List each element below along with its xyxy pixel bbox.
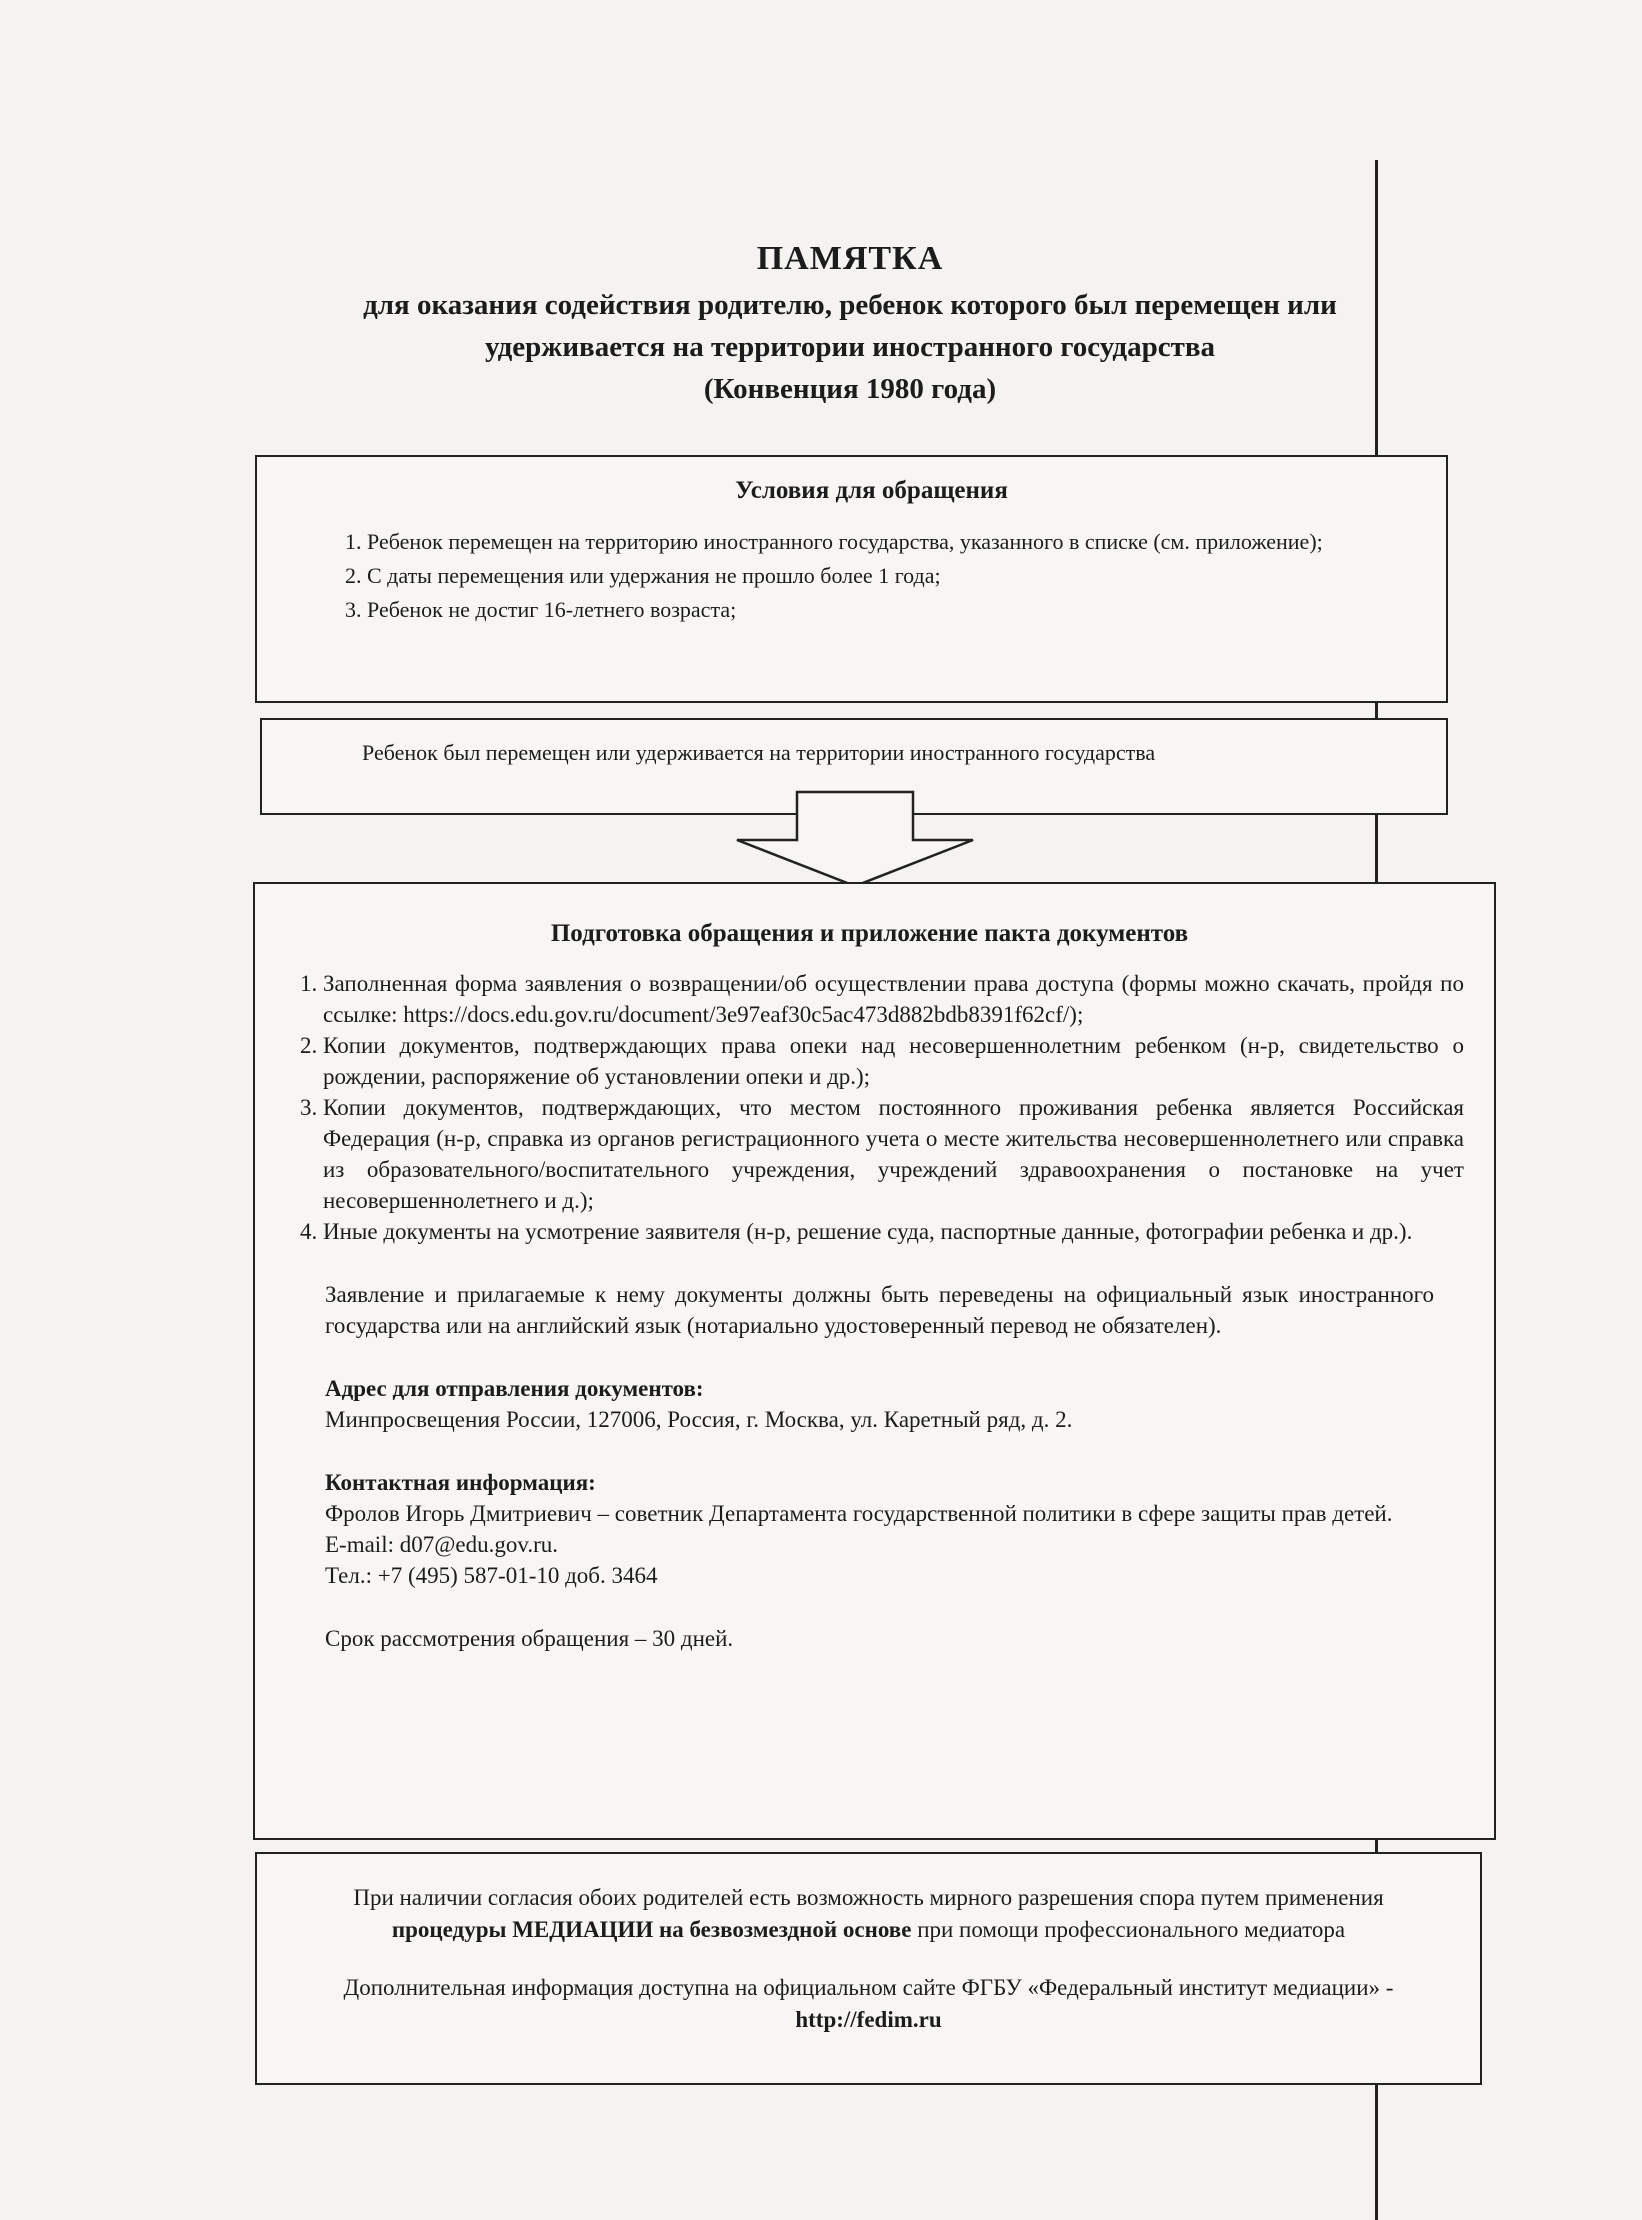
list-item: 2. С даты перемещения или удержания не прошло более 1 года; bbox=[367, 559, 1416, 593]
address-label: Адрес для отправления документов: bbox=[325, 1376, 704, 1401]
fedim-link[interactable]: http://fedim.ru bbox=[795, 2007, 942, 2032]
conditions-box bbox=[255, 455, 1448, 703]
moved-text: Ребенок был перемещен или удерживается на территории иностранного государства bbox=[362, 740, 1156, 765]
contact-email: E-mail: d07@edu.gov.ru. bbox=[325, 1532, 559, 1557]
list-item: 3. Ребенок не достиг 16-летнего возраста; bbox=[367, 593, 1416, 627]
mediation-info-text: Дополнительная информация доступна на официальном сайте ФГБУ «Федеральный институт медиации» - bbox=[343, 1975, 1394, 2000]
mediation-text-bold: процедуры МЕДИАЦИИ на безвозмездной основе bbox=[391, 1917, 912, 1942]
list-item: 2. Копии документов, подтверждающих права опеки над несовершеннолетним ребенком (н-р, свидетельство о рождении, распоряжение об установлении опеки и др.); bbox=[323, 1030, 1464, 1092]
list-item: 1. Заполненная форма заявления о возвращении/об осуществлении права доступа (формы можно скачать, пройдя по ссылке: https://docs.edu.gov.ru/document/3e97eaf30c5ac473d882bdb8391f62cf/); bbox=[323, 968, 1464, 1030]
down-arrow-icon bbox=[725, 790, 985, 890]
mediation-box bbox=[255, 1852, 1482, 2085]
documents-heading: Подготовка обращения и приложение пакта документов bbox=[550, 920, 1189, 947]
documents-box bbox=[253, 882, 1496, 1840]
mediation-text-end: при помощи профессионального медиатора bbox=[911, 1917, 1346, 1942]
list-item: 1. Ребенок перемещен на территорию иностранного государства, указанного в списке (см. приложение); bbox=[367, 525, 1416, 559]
conditions-list bbox=[327, 525, 1416, 627]
title-line-2: удерживается на территории иностранного государства bbox=[484, 331, 1216, 363]
mediation-text bbox=[297, 1882, 1440, 1946]
title-line-1: для оказания содействия родителю, ребенок которого был перемещен или bbox=[363, 289, 1337, 321]
contact-person: Фролов Игорь Дмитриевич – советник Департамента государственной политики в сфере защиты прав детей. bbox=[325, 1501, 1393, 1526]
review-term: Срок рассмотрения обращения – 30 дней. bbox=[325, 1626, 734, 1651]
list-item: 4. Иные документы на усмотрение заявителя (н-р, решение суда, паспортные данные, фотографии ребенка и др.). bbox=[323, 1216, 1464, 1247]
mediation-text-start: При наличии согласия обоих родителей есть возможность мирного разрешения спора путем применения bbox=[353, 1885, 1384, 1910]
list-item: 3. Копии документов, подтверждающих, что местом постоянного проживания ребенка является Российская Федерация (н-р, справка из органов регистрационного учета о месте жительства несовершеннолетнего или справка из образовательного/воспитательного учреждения, учреждений здравоохранения о постановке на учет несовершеннолетнего и д.); bbox=[323, 1092, 1464, 1216]
title-line-3: (Конвенция 1980 года) bbox=[703, 373, 997, 405]
contact-phone: Тел.: +7 (495) 587-01-10 доб. 3464 bbox=[325, 1563, 658, 1588]
documents-list bbox=[275, 968, 1464, 1247]
conditions-heading: Условия для обращения bbox=[735, 477, 1008, 504]
translation-note: Заявление и прилагаемые к нему документы должны быть переведены на официальный язык иностранного государства или на английский язык (нотариально удостоверенный перевод не обязателен). bbox=[325, 1282, 1434, 1338]
page-title: ПАМЯТКА bbox=[756, 240, 944, 277]
contact-label: Контактная информация: bbox=[325, 1470, 596, 1495]
mediation-info bbox=[297, 1972, 1440, 2036]
title-block bbox=[200, 240, 1500, 410]
address-text: Минпросвещения России, 127006, Россия, г. Москва, ул. Каретный ряд, д. 2. bbox=[325, 1407, 1073, 1432]
